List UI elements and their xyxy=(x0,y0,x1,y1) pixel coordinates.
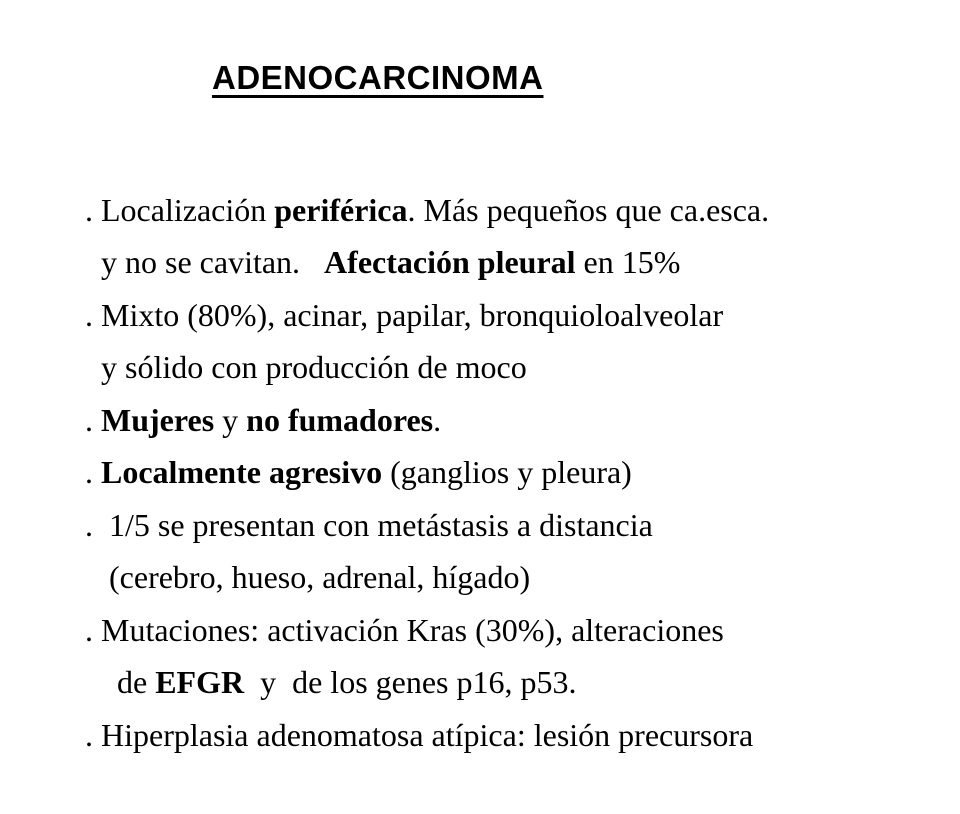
text-segment: . 1/5 se presentan con metástasis a distancia xyxy=(85,506,653,543)
bold-text-segment: Mujeres xyxy=(101,401,215,438)
text-segment: y no se cavitan. xyxy=(85,244,325,280)
text-segment: . Más pequeños que ca.esca. xyxy=(407,191,770,228)
bold-text-segment: Localmente agresivo xyxy=(101,454,383,490)
text-segment: en 15% xyxy=(575,244,681,280)
text-segment: . xyxy=(433,401,442,438)
bullet-list xyxy=(37,131,770,753)
slide-title: ADENOCARCINOMA xyxy=(212,59,544,96)
bold-text-segment: EFGR xyxy=(155,664,245,700)
text-segment: (ganglios y pleura) xyxy=(382,454,632,490)
text-segment: . Hiperplasia adenomatosa atípica: lesión precursora xyxy=(85,716,754,753)
text-segment: . xyxy=(85,454,101,490)
bold-text-segment: periférica xyxy=(274,191,408,228)
bold-text-segment: Afectación pleural xyxy=(324,244,576,280)
text-segment: . xyxy=(85,401,101,438)
text-segment: y de los genes p16, p53. xyxy=(244,664,577,700)
text-segment: . Localización xyxy=(85,191,275,228)
text-segment: y xyxy=(214,401,247,438)
text-segment: (cerebro, hueso, adrenal, hígado) xyxy=(85,559,531,595)
text-segment: y sólido con producción de moco xyxy=(85,349,527,385)
text-segment: . Mutaciones: activación Kras (30%), alteraciones xyxy=(85,611,724,648)
text-segment: de xyxy=(85,664,156,700)
bold-text-segment: no fumadores xyxy=(246,401,434,438)
text-segment: . Mixto (80%), acinar, papilar, bronquioloalveolar xyxy=(85,296,724,333)
bullet-line xyxy=(37,131,770,228)
